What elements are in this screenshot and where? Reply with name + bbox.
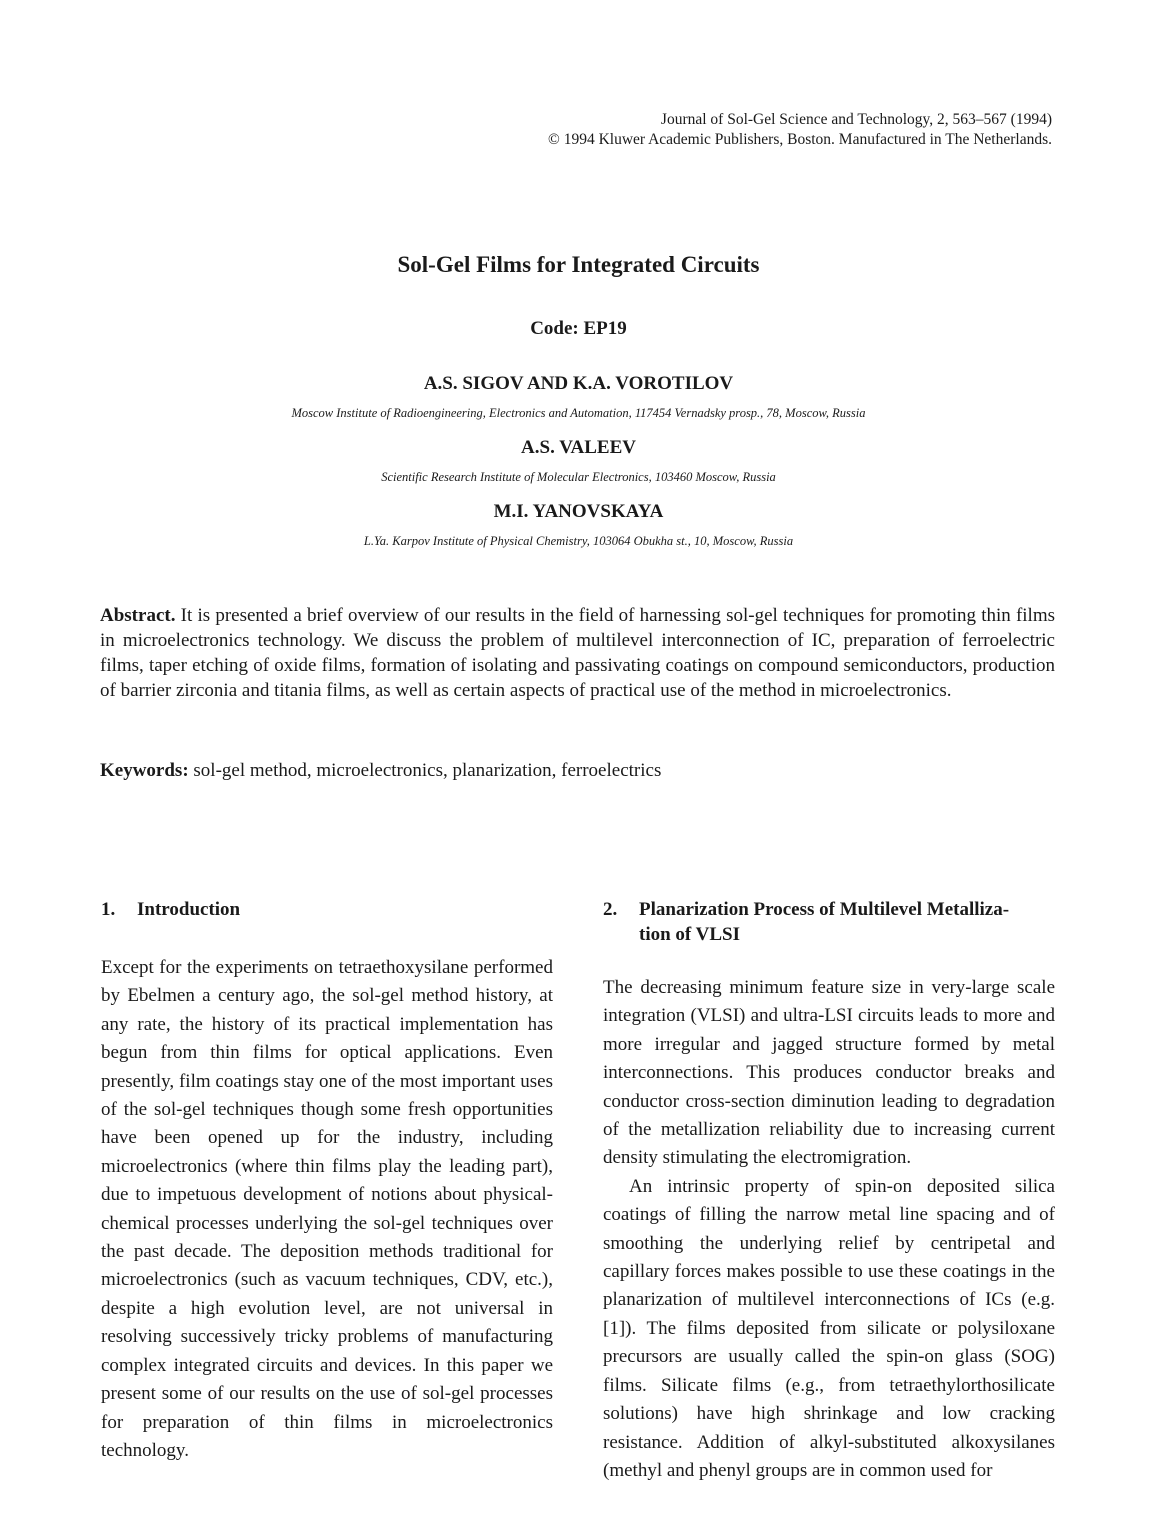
author-names-2: A.S. VALEEV: [521, 437, 636, 458]
author-affiliation-2: Scientific Research Institute of Molecular Electronics, 103460 Moscow, Russia: [381, 470, 776, 484]
keywords: [100, 758, 1055, 783]
copyright-line: © 1994 Kluwer Academic Publishers, Boston. Manufactured in The Netherlands.: [548, 131, 1052, 148]
abstract-text: It is presented a brief overview of our results in the field of harnessing sol-gel techniques for promoting thin films in microelectronics technology. We discuss the problem of multilevel interconnection of IC, preparation of ferroelectric films, taper etching of oxide films, formation of isolating and passivating coatings on compound semiconductors, production of barrier zirconia and titania films, as well as certain aspects of practical use of the method in microelectronics.: [100, 605, 1056, 701]
section-1-title: Introduction: [137, 899, 241, 920]
section-2-body: [603, 974, 1055, 1485]
journal-header: [548, 110, 1052, 150]
abstract-label: Abstract.: [100, 605, 176, 626]
section-2-paragraph-2: An intrinsic property of spin-on deposited silica coatings of filling the narrow metal line spacing and of smoothing the underlying relief by centripetal and capillary forces makes possible to use these coatings in the planarization of multilevel interconnections of ICs (e.g. [1]). The films deposited from silicate or polysiloxane precursors are usually called the spin-on glass (SOG) films. Silicate films (e.g., from tetraethylorthosilicate solutions) have high shrinkage and low cracking resistance. Addition of alkyl-substituted alkoxysilanes (methyl and phenyl groups are in common used for: [603, 1175, 1055, 1481]
section-2-heading: [603, 897, 1055, 947]
keywords-label: Keywords:: [100, 760, 189, 781]
abstract: [100, 603, 1055, 703]
section-1-heading: [101, 897, 240, 922]
author-affiliation-1: Moscow Institute of Radioengineering, Electronics and Automation, 117454 Vernadsky prosp., 78, Moscow, Russia: [291, 406, 866, 420]
section-1-paragraph-1: Except for the experiments on tetraethoxysilane performed by Ebelmen a century ago, the sol-gel method history, at any rate, the history of its practical implementation has begun from thin films for optical applications. Even presently, film coatings stay one of the most important uses of the sol-gel techniques though some fresh opportunities have been opened up for the industry, including microelectronics (where thin films play the leading part), due to impetuous development of notions about physical-chemical processes underlying the sol-gel techniques over the past decade. The deposition methods traditional for microelectronics (such as vacuum techniques, CDV, etc.), despite a high evolution level, are not universal in resolving successively tricky problems of manufacturing complex integrated circuits and devices. In this paper we present some of our results on the use of sol-gel processes for preparation of thin films in microelectronics technology.: [101, 957, 553, 1461]
section-2-title-line-2: tion of VLSI: [639, 924, 741, 945]
keywords-text: sol-gel method, microelectronics, planarization, ferroelectrics: [193, 760, 662, 781]
author-names-3: M.I. YANOVSKAYA: [493, 501, 664, 522]
section-1-number: 1.: [101, 899, 116, 920]
section-2-paragraph-1: The decreasing minimum feature size in very-large scale integration (VLSI) and ultra-LSI circuits leads to more and more irregular and jagged structure formed by metal interconnections. This produces conductor breaks and conductor cross-section diminution leading to degradation of the metallization reliability due to increasing current density stimulating the electromigration.: [603, 977, 1055, 1169]
section-2-title-line-1: Planarization Process of Multilevel Metalliza-: [639, 899, 1010, 920]
paper-code: Code: EP19: [530, 318, 627, 339]
journal-citation: Journal of Sol-Gel Science and Technology, 2, 563–567 (1994): [660, 111, 1052, 128]
author-names-1: A.S. SIGOV AND K.A. VOROTILOV: [423, 373, 734, 394]
author-affiliation-3: L.Ya. Karpov Institute of Physical Chemistry, 103064 Obukha st., 10, Moscow, Russia: [363, 534, 794, 548]
section-2-number: 2.: [603, 899, 618, 920]
paper-title: Sol-Gel Films for Integrated Circuits: [397, 252, 760, 277]
section-1-body: [101, 954, 553, 1465]
